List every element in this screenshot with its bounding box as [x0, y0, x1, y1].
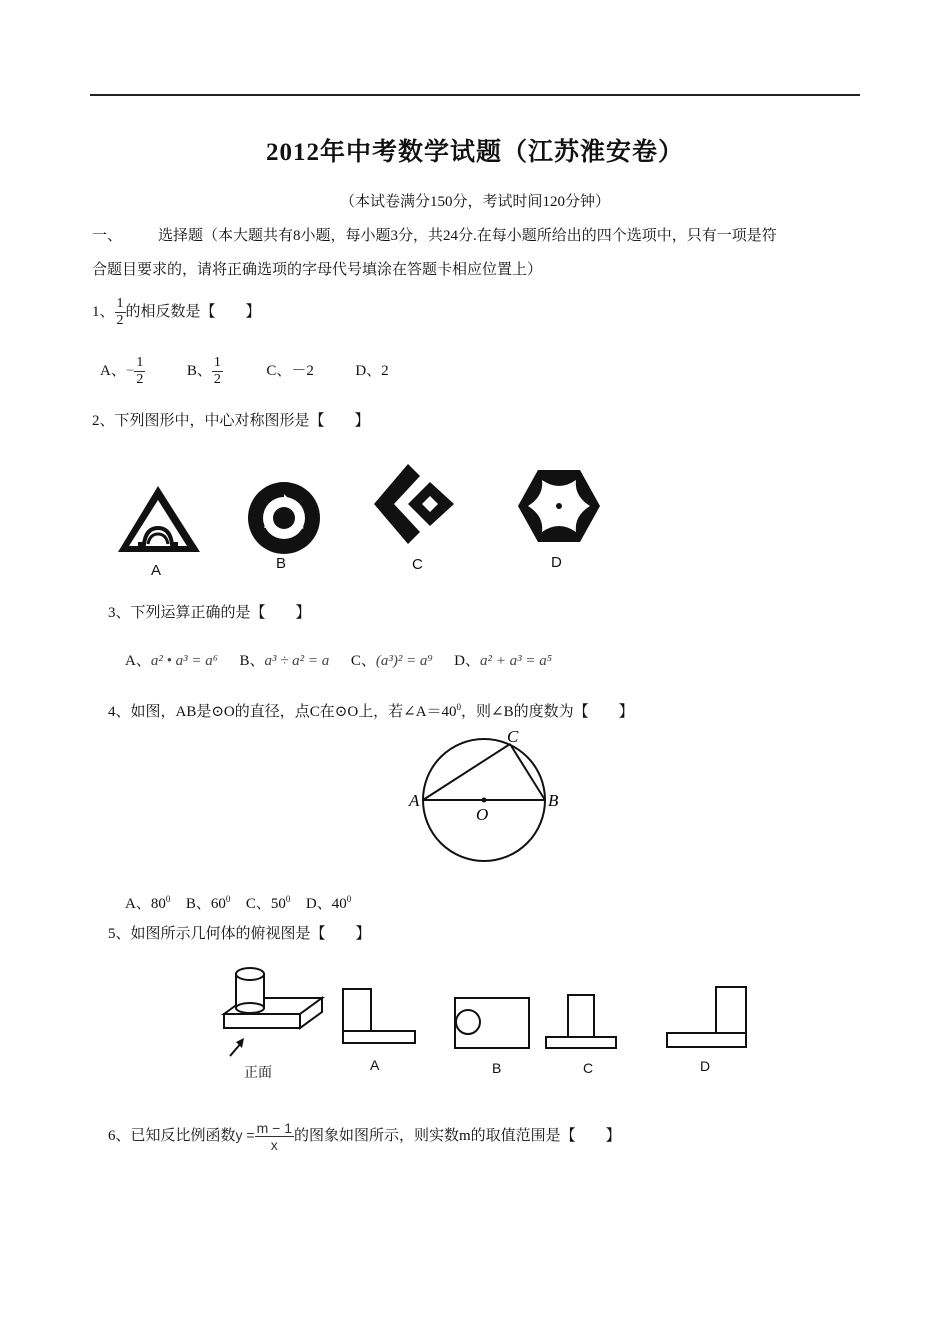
q4-label-a: A: [409, 791, 420, 810]
q5-option-b-figure: [452, 995, 532, 1051]
q5-option-a-figure: [340, 986, 420, 1046]
q2-label-c: C: [412, 556, 423, 573]
question-6: 6、已知反比例函数y = $\frac{m - 1}{x}$ 的图象如图所示，则实数m的取值范围是【 】: [108, 1120, 621, 1153]
q5-front-label: 正面: [244, 1064, 272, 1080]
question-1: [92, 296, 261, 329]
q1-option-b: B、 $\frac{1}{2}$: [186, 355, 221, 387]
page-title: 2012年中考数学试题（江苏淮安卷）: [265, 139, 684, 166]
q5-solid-figure: [216, 962, 331, 1082]
q2-figure-b: [246, 480, 322, 556]
section-instructions-line2: 合题目要求的，请将正确选项的字母代号填涂在答题卡相应位置上）: [92, 262, 543, 278]
question-4: 4、如图，AB是⊙O的直径，点C在⊙O上，若$\angle A=40^0$，则∠B的度数为【 】: [108, 702, 634, 720]
q1-option-c: C、－2: [266, 362, 314, 379]
section-number: 一、: [92, 228, 123, 244]
q4-option-d: D、$40^0$: [305, 894, 352, 912]
q4-circle-figure: [402, 726, 572, 866]
q1-number: 1、: [92, 303, 115, 320]
section-instructions-line1: 选择题（本大题共有8小题，每小题3分，共24分.在每小题所给出的四个选项中，只有一项是符: [158, 228, 777, 244]
q2-label-b: B: [276, 555, 287, 572]
q5-option-c-figure: [543, 992, 619, 1052]
q4-label-c: C: [507, 727, 519, 746]
page-subtitle: （本试卷满分150分，考试时间120分钟）: [339, 194, 610, 210]
q2-label-d: D: [551, 554, 562, 571]
q2-figure-c: [370, 460, 460, 550]
top-rule: [90, 94, 860, 96]
q1-option-d: D、2: [355, 362, 389, 379]
q2-label-a: A: [151, 562, 162, 579]
q5-label-a: A: [370, 1057, 380, 1073]
q1-options: [100, 355, 389, 388]
q5-option-d-figure: [664, 984, 750, 1050]
q5-label-c: C: [583, 1060, 594, 1076]
q4-label-b: B: [548, 791, 559, 810]
q6-fraction: $\frac{m - 1}{x}$: [256, 1120, 292, 1153]
q4-options: [125, 889, 351, 914]
q3-options: [125, 651, 552, 671]
question-3: 3、下列运算正确的是【 】: [108, 605, 311, 621]
q4-option-a: A、$80^0$: [125, 894, 171, 912]
question-2: 2、下列图形中，中心对称图形是【 】: [92, 413, 370, 429]
q5-label-b: B: [492, 1060, 502, 1076]
q4-label-o: O: [476, 805, 489, 824]
q4-option-c: C、$50^0$: [245, 894, 291, 912]
q1-option-a: A、− $\frac{1}{2}$: [100, 355, 144, 387]
q3-option-c: C、(a³)² = a⁹: [350, 653, 433, 669]
question-5: 5、如图所示几何体的俯视图是【 】: [108, 926, 371, 942]
q1-text: 的相反数是【 】: [125, 303, 261, 320]
q1-fraction: $\frac{1}{2}$: [116, 296, 124, 328]
q3-option-a: A、a² • a³ = a⁶: [125, 653, 218, 669]
q2-figure-d: [514, 466, 604, 546]
q4-option-b: B、$60^0$: [185, 894, 231, 912]
q3-option-b: B、a³ ÷ a² = a: [239, 653, 330, 669]
q3-option-d: D、a² + a³ = a⁵: [454, 653, 552, 669]
q5-label-d: D: [700, 1058, 711, 1074]
